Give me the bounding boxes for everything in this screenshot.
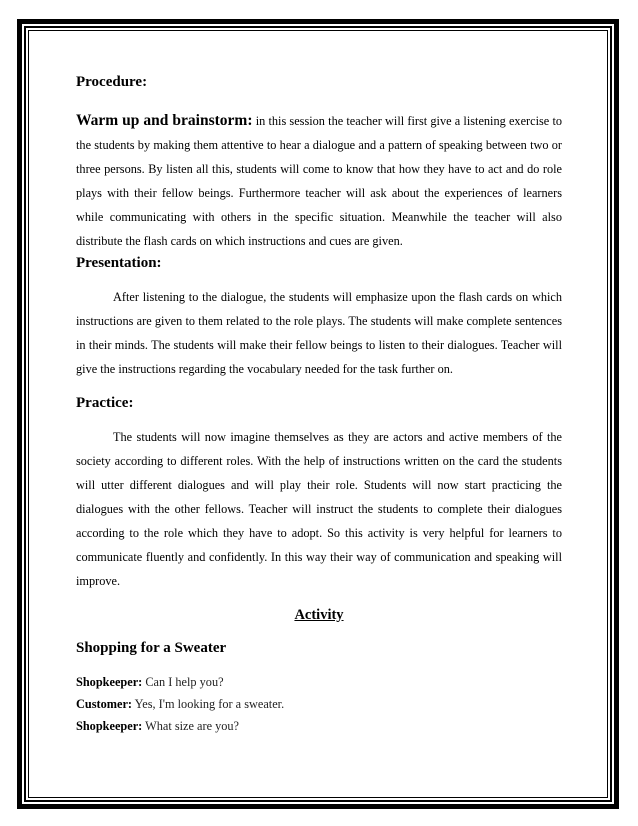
dialogue-speaker: Shopkeeper: bbox=[76, 719, 143, 733]
dialogue-text: Yes, I'm looking for a sweater. bbox=[132, 697, 285, 711]
warmup-paragraph bbox=[76, 109, 562, 253]
dialogue-line bbox=[76, 693, 562, 715]
dialogue-text: What size are you? bbox=[142, 719, 240, 733]
activity-heading: Activity bbox=[294, 607, 344, 623]
dialogue-list bbox=[76, 671, 562, 737]
dialogue-text: Can I help you? bbox=[142, 675, 224, 689]
presentation-heading: Presentation: bbox=[76, 255, 162, 271]
presentation-paragraph: After listening to the dialogue, the students will emphasize upon the flash cards on which instructions are given to them related to the role plays. The students will make complete sentences in their minds. The students will make their fellow beings to listen to their dialogues. Teacher will give the instructions regarding the vocabulary needed for the task further on. bbox=[76, 290, 562, 376]
document-body bbox=[76, 70, 562, 737]
dialogue-line bbox=[76, 715, 562, 737]
warmup-title: Warm up and brainstorm: bbox=[76, 112, 253, 129]
warmup-text: in this session the teacher will first give a listening exercise to the students by making them attentive to hear a dialogue and a pattern of speaking between two or three persons. By listen all this, students will come to know that how they have to act and do role plays with their fellow beings. Furthermore teacher will ask about the experiences of learners while communicating with others in the specific situation. Meanwhile the teacher will also distribute the flash cards on which instructions and cues are given. bbox=[76, 114, 563, 248]
dialogue-speaker: Shopkeeper: bbox=[76, 675, 143, 689]
procedure-heading: Procedure: bbox=[76, 74, 148, 90]
dialogue-speaker: Customer: bbox=[76, 697, 133, 711]
shopping-heading: Shopping for a Sweater bbox=[76, 640, 227, 656]
practice-heading: Practice: bbox=[76, 395, 134, 411]
dialogue-line bbox=[76, 671, 562, 693]
practice-paragraph: The students will now imagine themselves as they are actors and active members of the society according to different roles. With the help of instructions written on the card the students will utter different dialogues and will play their role. Students will now start practicing the dialogues with the other fellows. Teacher will instruct the students to complete their dialogues according to the role which they have to adopt. So this activity is very helpful for learners to communicate fluently and confidently. In this way their way of communication and speaking will improve. bbox=[76, 430, 562, 588]
